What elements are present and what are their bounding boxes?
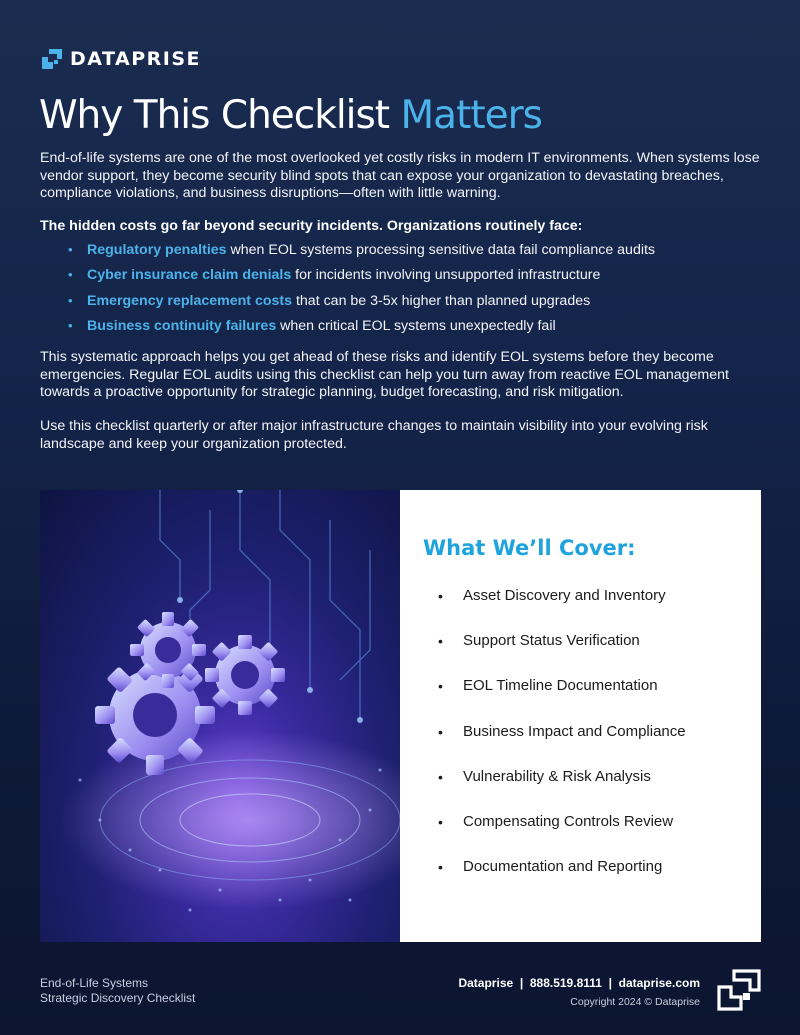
- footer-title-line1: End-of-Life Systems: [40, 976, 149, 990]
- bullet-dot: •: [68, 317, 73, 333]
- bullet-dot: •: [68, 292, 73, 308]
- footer-title-line2: Strategic Discovery Checklist: [40, 991, 196, 1005]
- risk-text: that can be 3-5x higher than planned upgrades: [292, 292, 591, 309]
- risk-list: [68, 240, 655, 341]
- bullet-dot: •: [438, 633, 443, 650]
- risk-item: [68, 291, 655, 316]
- page-title: [39, 93, 542, 138]
- approach-paragraph: This systematic approach helps you get ahead of these risks and identify EOL systems before they become emergencies. Regular EOL audits using this checklist can help you turn away from reactive EOL management towards a proactive opportunity for strategic planning, budget forecasting, and risk mitigation.: [40, 349, 729, 400]
- risk-highlight: Emergency replacement costs: [87, 292, 293, 309]
- risk-item: [68, 265, 655, 290]
- bullet-dot: •: [438, 588, 443, 604]
- bullet-dot: •: [438, 678, 443, 695]
- footer-contact[interactable]: Dataprise | 888.519.8111 | dataprise.com: [458, 976, 700, 990]
- cover-item: [438, 586, 686, 631]
- bullet-dot: •: [438, 768, 443, 785]
- cover-item-label: EOL Timeline Documentation: [463, 677, 658, 695]
- bullet-dot: •: [68, 267, 73, 283]
- title-main: Why This Checklist: [39, 93, 390, 138]
- footer-contact-block: [458, 976, 700, 1008]
- cover-item: [438, 722, 686, 767]
- cover-item: [438, 812, 686, 857]
- footer-doc-title: [40, 976, 195, 1006]
- cover-item: [438, 676, 686, 721]
- bullet-dot: •: [438, 859, 443, 876]
- dataprise-logo-icon: [40, 48, 64, 70]
- risk-text: when EOL systems processing sensitive data fail compliance audits: [226, 242, 656, 258]
- risk-text: for incidents involving unsupported infrastructure: [291, 267, 601, 284]
- bullet-dot: •: [68, 242, 73, 257]
- cover-item-label: Business Impact and Compliance: [463, 722, 686, 740]
- cover-item: [438, 767, 686, 812]
- footer-copyright: Copyright 2024 © Dataprise: [570, 996, 700, 1008]
- cover-item-label: Asset Discovery and Inventory: [463, 587, 666, 604]
- cover-item-label: Vulnerability & Risk Analysis: [463, 767, 651, 785]
- cover-item-label: Support Status Verification: [463, 632, 640, 650]
- risk-highlight: Regulatory penalties: [87, 242, 227, 258]
- cover-item-label: Compensating Controls Review: [463, 812, 674, 830]
- cover-item-label: Documentation and Reporting: [463, 858, 663, 876]
- usage-paragraph: Use this checklist quarterly or after major infrastructure changes to maintain visibility into your evolving risk landscape and keep your organization protected.: [40, 418, 708, 452]
- hidden-costs-lead: The hidden costs go far beyond security incidents. Organizations routinely face:: [40, 218, 583, 234]
- risk-item: [68, 316, 655, 341]
- risk-text: when critical EOL systems unexpectedly fail: [276, 317, 556, 334]
- brand-name: DATAPRISE: [70, 48, 201, 70]
- dataprise-logo: [40, 48, 201, 70]
- intro-paragraph: End-of-life systems are one of the most overlooked yet costly risks in modern IT environments. When systems lose vendor support, they become security blind spots that can expose your organization to devastating breaches, compliance violations, and business disruptions—often with little warning.: [40, 150, 760, 201]
- risk-highlight: Cyber insurance claim denials: [87, 267, 292, 284]
- gears-image: [40, 490, 400, 942]
- bullet-dot: •: [438, 813, 443, 830]
- cover-item: [438, 857, 686, 902]
- bullet-dot: •: [438, 723, 443, 740]
- title-accent: Matters: [400, 93, 542, 138]
- cover-list: [438, 586, 686, 902]
- cover-item: [438, 631, 686, 676]
- dataprise-mark-icon: [716, 969, 761, 1011]
- risk-highlight: Business continuity failures: [87, 317, 277, 334]
- cover-title: What We’ll Cover:: [423, 536, 636, 560]
- cover-panel: [400, 490, 761, 942]
- gears-circuit-illustration: [40, 490, 400, 942]
- risk-item: [68, 240, 655, 265]
